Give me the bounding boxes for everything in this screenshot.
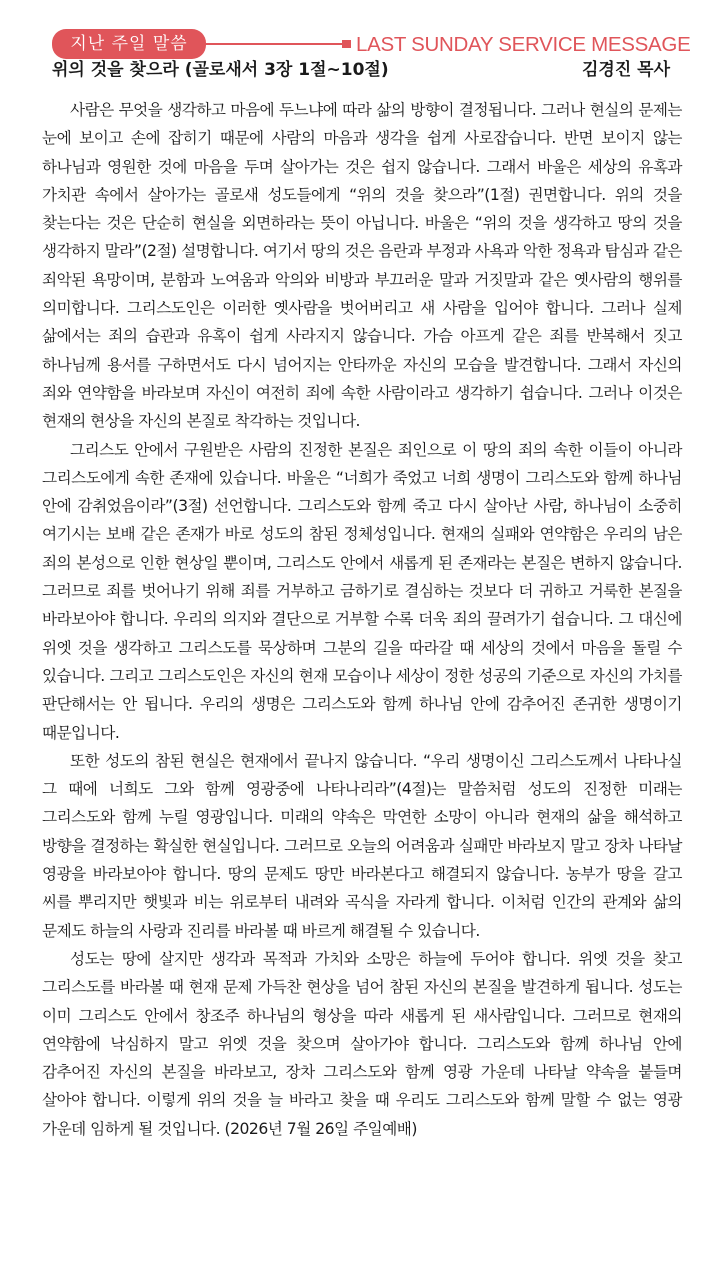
paragraph: 또한 성도의 참된 현실은 현재에서 끝나지 않습니다. “우리 생명이신 그리스도께서 나타나실 그 때에 너희도 그와 함께 영광중에 나타나리라”(4절)는 말씀처럼 성도의 진정한 미래는 그리스도와 함께 누릴 영광입니다. 미래의 약속은 막연한 소망이 아니라 현재의 삶을 해석하고 방향을 결정하는 확실한 현실입니다. 그러므로 오늘의 어려움과 실패만 바라보지 말고 장차 나타날 영광을 바라보아야 합니다. 땅의 문제도 땅만 바라본다고 해결되지 않습니다. 농부가 땅을 갈고 씨를 뿌리지만 햇빛과 비는 위로부터 내려와 곡식을 자라게 합니다. 이처럼 인간의 관계와 삶의 문제도 하늘의 사랑과 진리를 바라볼 때 바르게 해결될 수 있습니다. [42,751,682,940]
paragraph: 그리스도 안에서 구원받은 사람의 진정한 본질은 죄인으로 이 땅의 죄의 속한 이들이 아니라 그리스도에게 속한 존재에 있습니다. 바울은 “너희가 죽었고 너희 생명이 그리스도와 함께 하나님 안에 감취었음이라”(3절) 선언합니다. 그리스도와 함께 죽고 다시 살아난 사람, 하나님이 소중히 여기시는 보배 같은 존재가 바로 성도의 참된 정체성입니다. 현재의 실패와 연약함은 우리의 남은 죄의 본성으로 인한 현상일 뿐이며, 그리스도 안에서 새롭게 된 존재라는 본질은 변하지 않습니다. 그러므로 죄를 벗어나기 위해 죄를 거부하고 금하기로 결심하는 것보다 더 귀하고 거룩한 본질을 바라보아야 합니다. 우리의 의지와 결단으로 거부할 수록 더욱 죄의 끌려가기 쉽습니다. 그 대신에 위엣 것을 생각하고 그리스도를 묵상하며 그분의 길을 따라갈 때 세상의 것에서 마음을 돌릴 수 있습니다. 그리고 그리스도인은 자신의 현재 모습이나 세상이 정한 성공의 기준으로 자신의 가치를 판단해서는 안 됩니다. 우리의 생명은 그리스도와 함께 하나님 안에 감추어진 존귀한 생명이기 때문입니다. [42,440,683,742]
header-rule [206,43,348,45]
paragraph: 사람은 무엇을 생각하고 마음에 두느냐에 따라 삶의 방향이 결정됩니다. 그러나 현실의 문제는 눈에 보이고 손에 잡히기 때문에 사람의 마음과 생각을 쉽게 사로잡습니다. 반면 보이지 않는 하나님과 영원한 것에 마음을 두며 살아가는 것은 쉽지 않습니다. 그래서 바울은 세상의 유혹과 가치관 속에서 살아가는 골로새 성도들에게 “위의 것을 찾으라”(1절) 권면합니다. 위의 것을 찾는다는 것은 단순히 현실을 외면하라는 뜻이 아닙니다. 바울은 “위의 것을 생각하고 땅의 것을 생각하지 말라”(2절) 설명합니다. 여기서 땅의 것은 음란과 부정과 사욕과 악한 정욕과 탐심과 같은 죄악된 욕망이며, 분함과 노여움과 악의와 비방과 부끄러운 말과 거짓말과 같은 옛사람의 행위를 의미합니다. 그리스도인은 이러한 옛사람을 벗어버리고 새 사람을 입어야 합니다. 그러나 실제 삶에서는 죄의 습관과 유혹이 쉽게 사라지지 않습니다. 가슴 아프게 같은 죄를 반복해서 짓고 하나님께 용서를 구하면서도 다시 넘어지는 안타까운 자신의 모습을 발견합니다. 그래서 자신의 죄와 연약함을 바라보며 자신이 여전히 죄에 속한 사람이라고 생각하기 쉽습니다. 그러나 이것은 현재의 현상을 자신의 본질로 착각하는 것입니다. [42,101,682,431]
sermon-body [42,96,682,1143]
header-rule-end [342,40,351,48]
header [0,0,720,90]
english-section-title: LAST SUNDAY SERVICE MESSAGE [356,33,691,56]
preacher-name: 김경진 목사 [581,60,670,80]
section-badge: 지난 주일 말씀 [52,29,206,59]
paragraph: 성도는 땅에 살지만 생각과 목적과 가치와 소망은 하늘에 두어야 합니다. 위엣 것을 찾고 그리스도를 바라볼 때 현재 문제 가득찬 현상을 넘어 참된 자신의 본질을 발견하게 됩니다. 성도는 이미 그리스도 안에서 창조주 하나님의 형상을 따라 새롭게 된 새사람입니다. 그러므로 현재의 연약함에 낙심하지 말고 위엣 것을 찾으며 살아가야 합니다. 그리스도와 함께 하나님 안에 감추어진 자신의 본질을 바라보고, 장차 그리스도와 함께 영광 가운데 나타날 약속을 붙들며 살아야 합니다. 이렇게 위의 것을 늘 바라고 찾을 때 우리도 그리스도와 함께 말할 수 없는 영광 가운데 임하게 될 것입니다. (2026년 7월 26일 주일예배) [42,949,682,1138]
sermon-title: 위의 것을 찾으라 (골로새서 3장 1절~10절) [52,60,389,80]
